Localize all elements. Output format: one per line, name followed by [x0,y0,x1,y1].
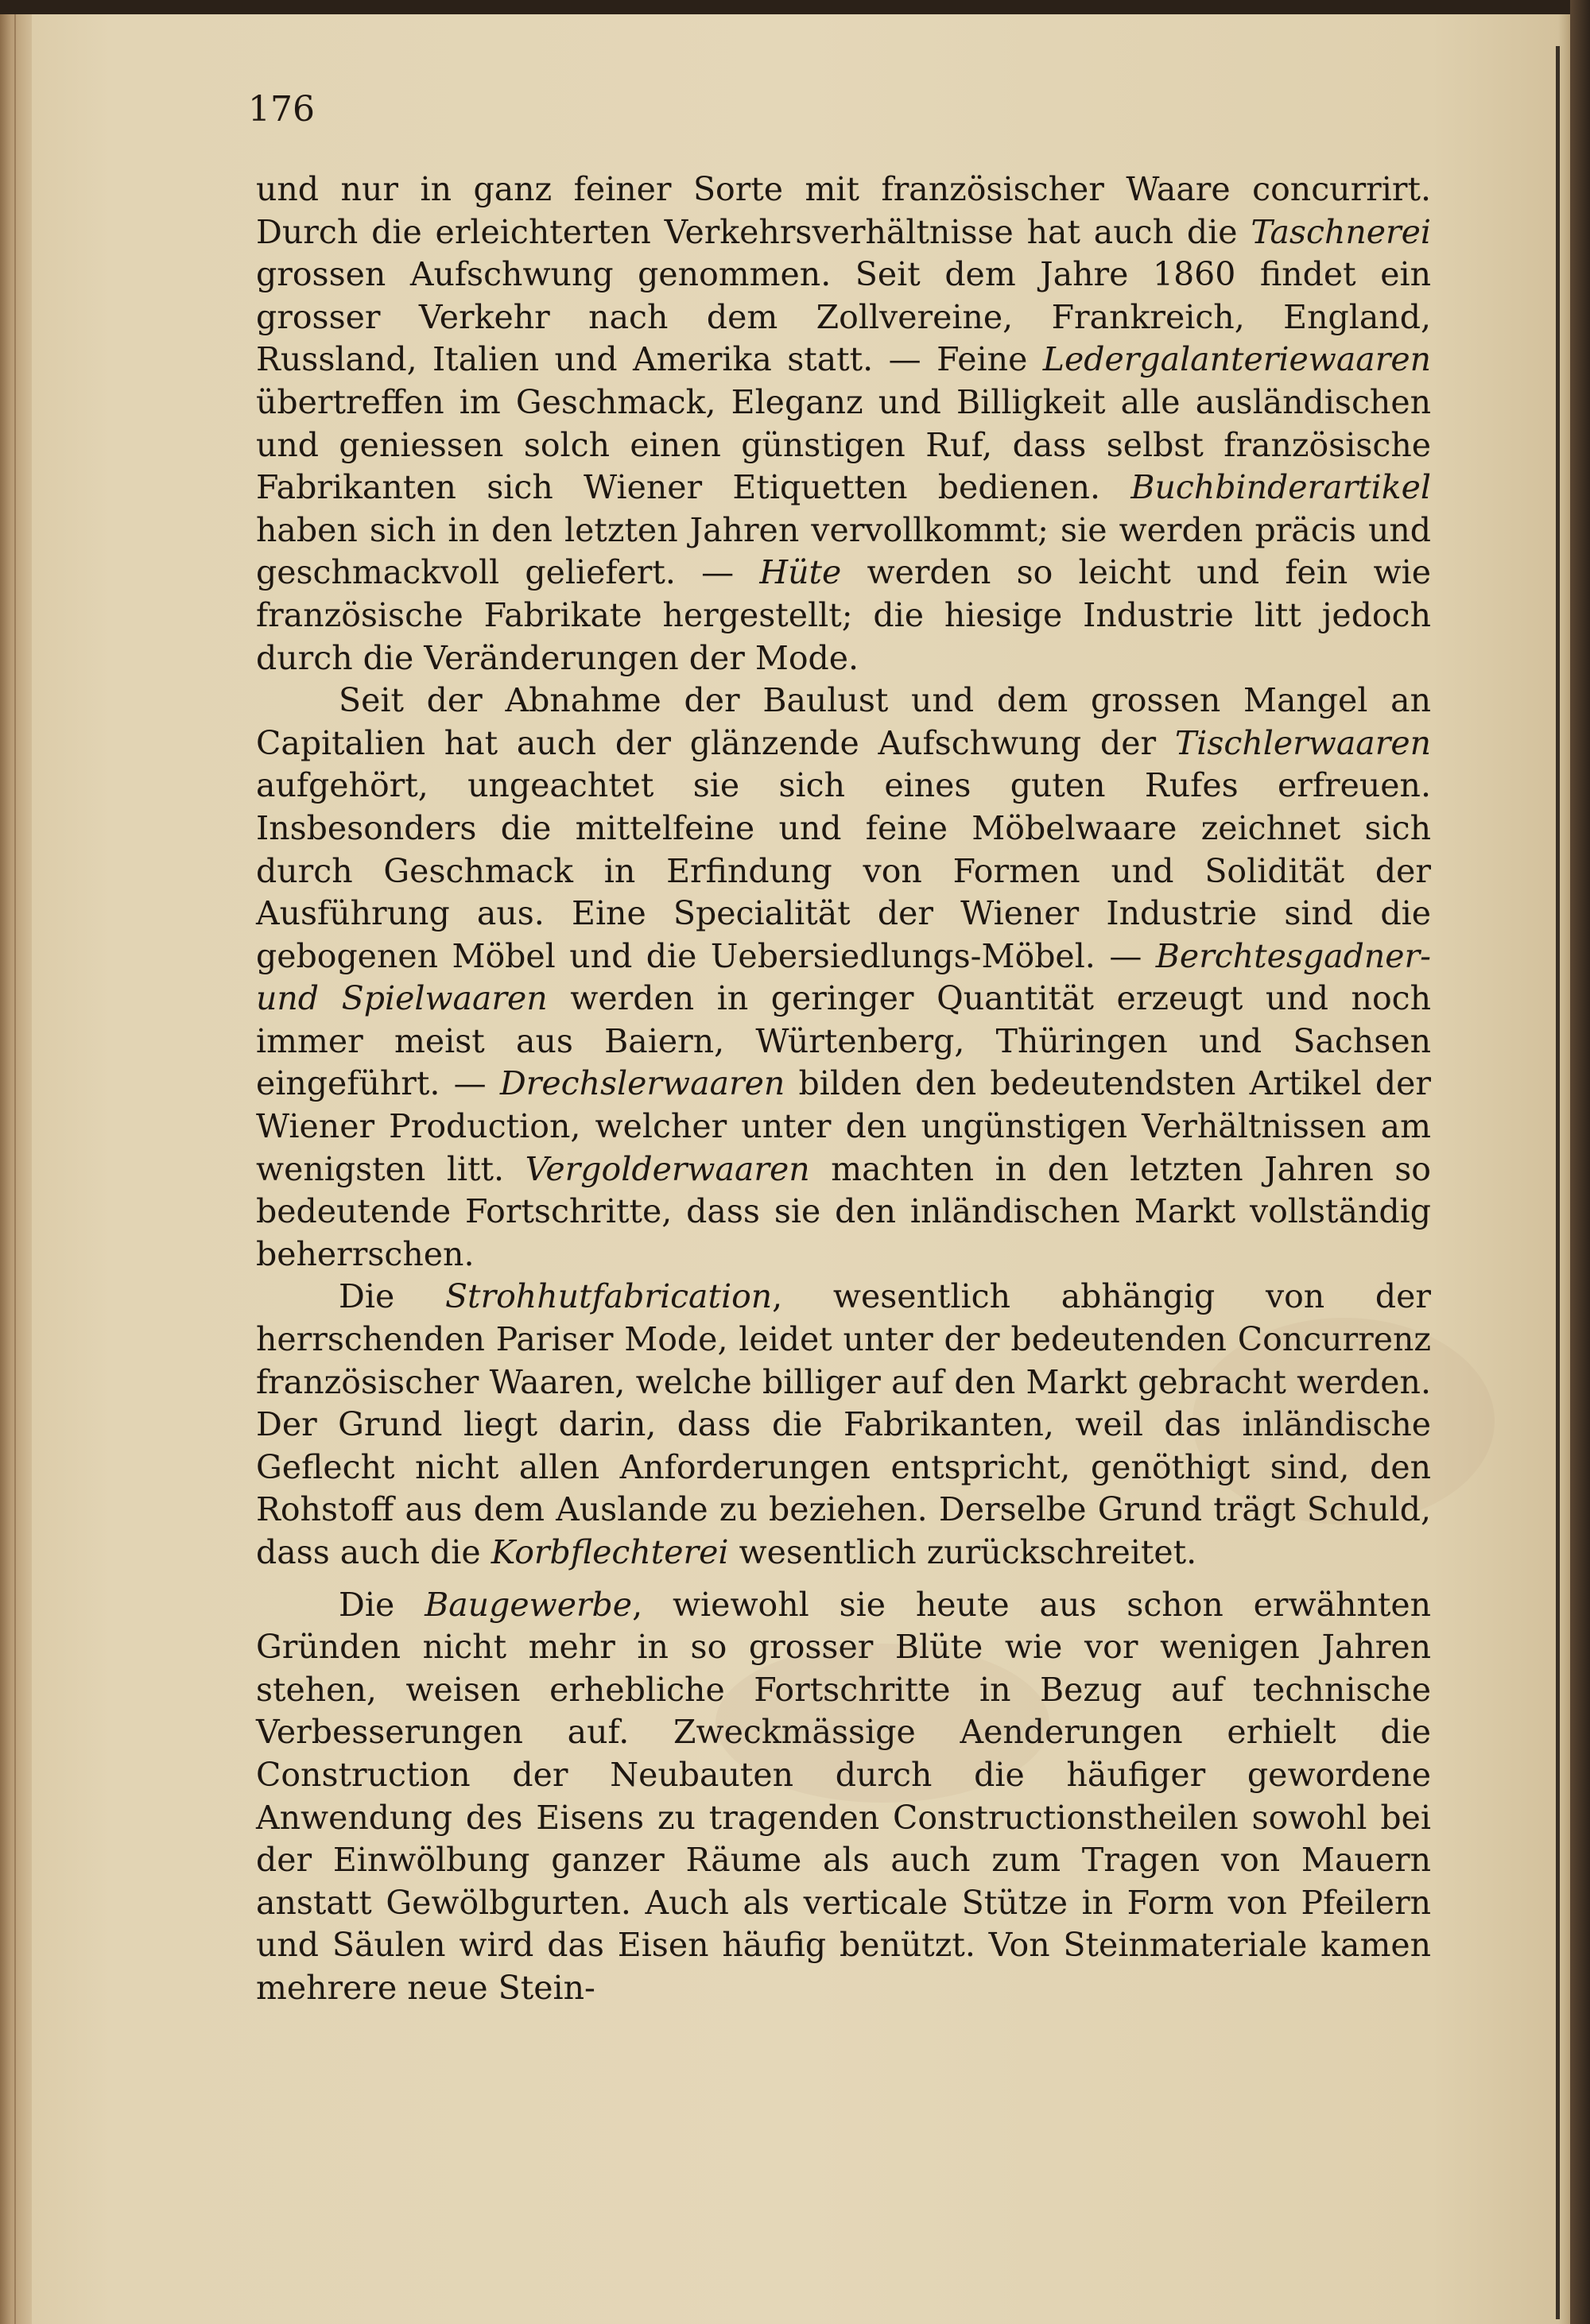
text-segment: Die [339,1585,425,1624]
paragraph [256,1276,1431,1574]
gutter-line [14,14,16,2324]
paragraph [256,680,1431,1276]
text-segment: haben sich in den letzten Jahren vervollkommt; sie werden präcis und geschmackvoll geliefert. — [256,510,1431,592]
text-segment: werden in geringer Quantität erzeugt und noch immer meist aus Baiern, Würtenberg, Thüringen und Sachsen eingeführt. — [256,979,1431,1103]
text-segment: aufgehört, ungeachtet sie sich eines guten Rufes erfreuen. Insbesonders die mittelfeine und feine Möbelwaare zeichnet sich durch Geschmack in Erfindung von Formen und Solidität der Ausführung aus. Eine Specialität der Wiener Industrie sind die gebogenen Möbel und die Uebersiedlungs-Möbel. — [256,766,1431,975]
emphasized-term: Ledergalanteriewaaren [1042,340,1431,379]
text-segment: , wesentlich abhängig von der herrschenden Pariser Mode, leidet unter der bedeutenden Concurrenz französischer Waaren, welche billiger auf den Markt gebracht werden. Der Grund liegt darin, dass die Fabrikanten, weil das inländische Geflecht nicht allen Anforderungen entspricht, genöthigt sind, den Rohstoff aus dem Auslande zu beziehen. Derselbe Grund trägt Schuld, dass auch die [256,1277,1432,1571]
text-segment: und nur in ganz feiner Sorte mit französischer Waare concurrirt. Durch die erleichterten Verkehrsverhältnisse hat auch die [256,170,1431,251]
emphasized-term: Berchtesgadner- und Spielwaaren [256,936,1431,1018]
paragraph [256,1584,1431,2010]
page-binding-gutter [0,14,32,2324]
text-segment: , wiewohl sie heute aus schon erwähnten Gründen nicht mehr in so grosser Blüte wie vor wenigen Jahren stehen, weisen erhebliche Fortschritte in Bezug auf technische Verbesserungen auf. Zweckmässige Aenderungen erhielt die Construction der Neubauten durch die häufiger gewordene Anwendung des Eisens zu tragenden Constructionstheilen sowohl bei der Einwölbung ganzer Räume als auch zum Tragen von Mauern anstatt Gewölbgurten. Auch als verticale Stütze in Form von Pfeilern und Säulen wird das Eisen häufig benützt. Von Steinmateriale kamen mehrere neue Stein- [256,1585,1431,2007]
emphasized-term: Buchbinderartikel [1130,468,1431,507]
page-right-rule [1556,46,1560,2319]
text-segment: Die [339,1277,445,1316]
paragraph [256,168,1431,680]
body-text [256,168,1431,2010]
emphasized-term: Tischlerwaaren [1174,723,1431,762]
emphasized-term: Baugewerbe [425,1585,633,1624]
text-segment: grossen Aufschwung genommen. Seit dem Jahre 1860 findet ein grosser Verkehr nach dem Zollvereine, Frankreich, England, Russland, Italien und Amerika statt. — Feine [256,255,1431,379]
page-top-edge [0,0,1590,16]
book-right-edge [1570,0,1590,2324]
page-number: 176 [248,89,315,130]
text-segment: wesentlich zurückschreitet. [728,1533,1197,1571]
emphasized-term: Vergolderwaaren [525,1149,810,1188]
emphasized-term: Taschnerei [1251,212,1431,251]
emphasized-term: Drechslerwaaren [499,1064,785,1103]
emphasized-term: Korbflechterei [491,1533,729,1571]
text-segment: übertreffen im Geschmack, Eleganz und Billigkeit alle ausländischen und geniessen solch einen günstigen Ruf, dass selbst französische Fabrikanten sich Wiener Etiquetten bedienen. [256,382,1431,507]
emphasized-term: Strohhutfabrication [444,1277,773,1316]
text-segment: Seit der Abnahme der Baulust und dem grossen Mangel an Capitalien hat auch der glänzende Aufschwung der [256,681,1431,762]
emphasized-term: Hüte [759,553,842,592]
text-segment: machten in den letzten Jahren so bedeutende Fortschritte, dass sie den inländischen Markt vollständig beherrschen. [256,1149,1431,1273]
text-segment: werden so leicht und fein wie französische Fabrikate hergestellt; die hiesige Industrie litt jedoch durch die Veränderungen der Mode. [256,553,1431,677]
text-segment: bilden den bedeutendsten Artikel der Wiener Production, welcher unter den ungünstigen Verhältnissen am wenigsten litt. [256,1064,1432,1188]
